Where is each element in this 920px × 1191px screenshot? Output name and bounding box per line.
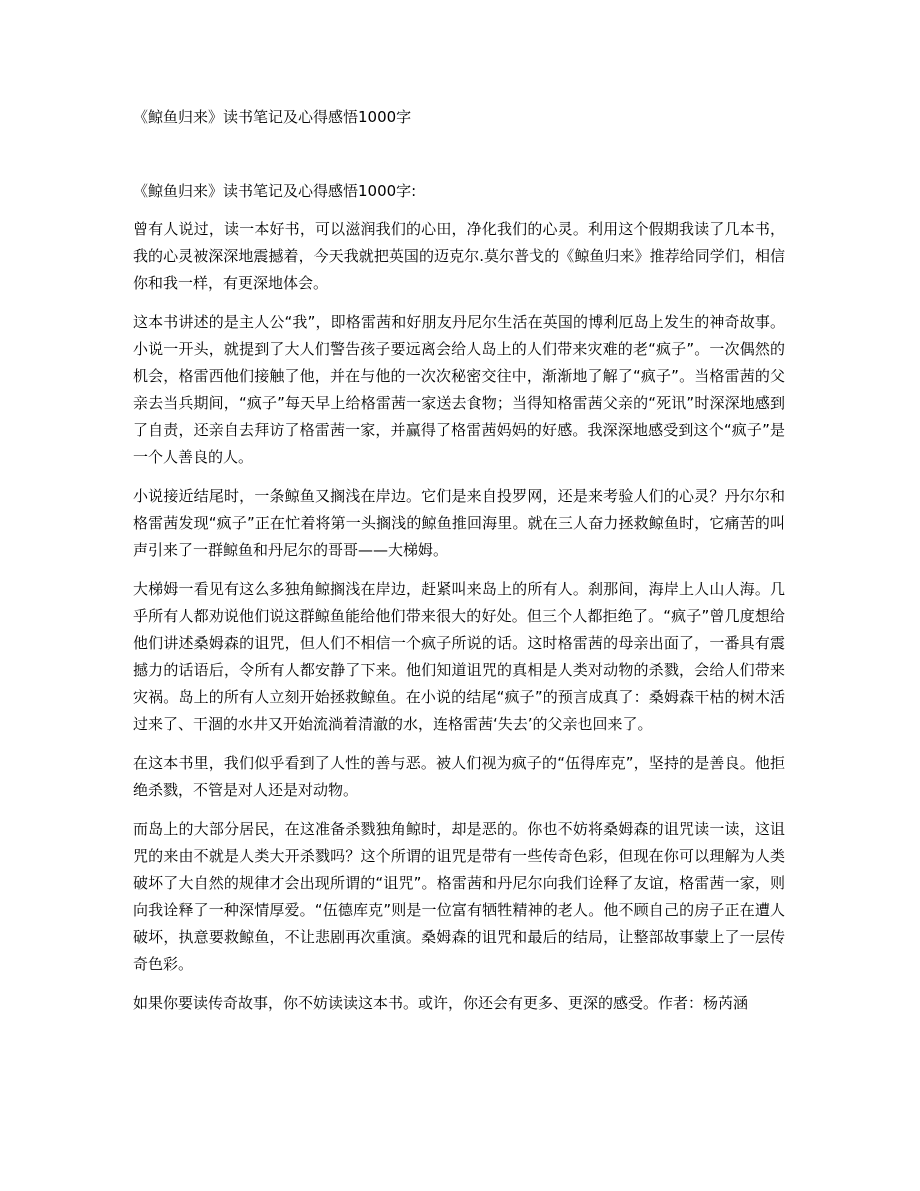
paragraph-conclusion: 如果你要读传奇故事，你不妨读读这本书。或许，你还会有更多、更深的感受。作者：杨芮涵 (133, 994, 749, 1012)
document-title: 《鲸鱼归来》读书笔记及心得感悟1000字 (133, 108, 412, 126)
paragraph-climax: 小说接近结尾时，一条鲸鱼又搁浅在岸边。它们是来自投罗网，还是来考验人们的心灵？丹尔尔和格雷茜发现“疯子”正在忙着将第一头搁浅的鲸鱼推回海里。就在三人奋力拯救鲸鱼时，它痛苦的叫声引来了一群鲸鱼和丹尼尔的哥哥——大梯姆。 (133, 487, 785, 559)
article-heading: 《鲸鱼归来》读书笔记及心得感悟1000字: (133, 182, 417, 200)
paragraph-rescue: 大梯姆一看见有这么多独角鲸搁浅在岸边，赶紧叫来岛上的所有人。刹那间，海岸上人山人海。几乎所有人都劝说他们说这群鲸鱼能给他们带来很大的好处。但三个人都拒绝了。“疯子”曾几度想给他们讲述桑姆森的诅咒，但人们不相信一个疯子所说的话。这时格雷茜的母亲出面了，一番具有震撼力的话语后，令所有人都安静了下来。他们知道诅咒的真相是人类对动物的杀戮，会给人们带来灾祸。岛上的所有人立刻开始拯救鲸鱼。在小说的结尾“疯子”的预言成真了：桑姆森干枯的树木活过来了、干涸的水井又开始流淌着清澈的水，连格雷茜‘失去’的父亲也回来了。 (133, 580, 785, 733)
paragraph-reflection: 而岛上的大部分居民，在这准备杀戮独角鲸时，却是恶的。你也不妨将桑姆森的诅咒读一读，这诅咒的来由不就是人类大开杀戮吗？这个所谓的诅咒是带有一些传奇色彩，但现在你可以理解为人类破坏了大自然的规律才会出现所谓的“诅咒”。格雷茜和丹尼尔向我们诠释了友谊，格雷茜一家，则向我诠释了一种深情厚爱。“伍德库克”则是一位富有牺牲精神的老人。他不顾自己的房子正在遭人破坏，执意要救鲸鱼，不让悲剧再次重演。桑姆森的诅咒和最后的结局，让整部故事蒙上了一层传奇色彩。 (133, 820, 785, 973)
document-body (133, 180, 785, 1029)
paragraph-intro: 曾有人说过，读一本好书，可以滋润我们的心田，净化我们的心灵。利用这个假期我读了几本书，我的心灵被深深地震撼着，今天我就把英国的迈克尔.莫尔普戈的《鲸鱼归来》推荐给同学们，相信你和我一样，有更深地体会。 (133, 220, 785, 292)
paragraph-good-evil: 在这本书里，我们似乎看到了人性的善与恶。被人们视为疯子的“伍得库克”，坚持的是善良。他拒绝杀戮，不管是对人还是对动物。 (133, 754, 785, 799)
paragraph-story-summary: 这本书讲述的是主人公“我”，即格雷茜和好朋友丹尼尔生活在英国的博利厄岛上发生的神奇故事。小说一开头，就提到了大人们警告孩子要远离会给人岛上的人们带来灾难的老“疯子”。一次偶然的机会，格雷西他们接触了他，并在与他的一次次秘密交往中，渐渐地了解了“疯子”。当格雷茜的父亲去当兵期间，“疯子”每天早上给格雷茜一家送去食物；当得知格雷茜父亲的“死讯”时深深地感到了自责，还亲自去拜访了格雷茜一家，并赢得了格雷茜妈妈的好感。我深深地感受到这个“疯子”是一个人善良的人。 (133, 313, 785, 466)
